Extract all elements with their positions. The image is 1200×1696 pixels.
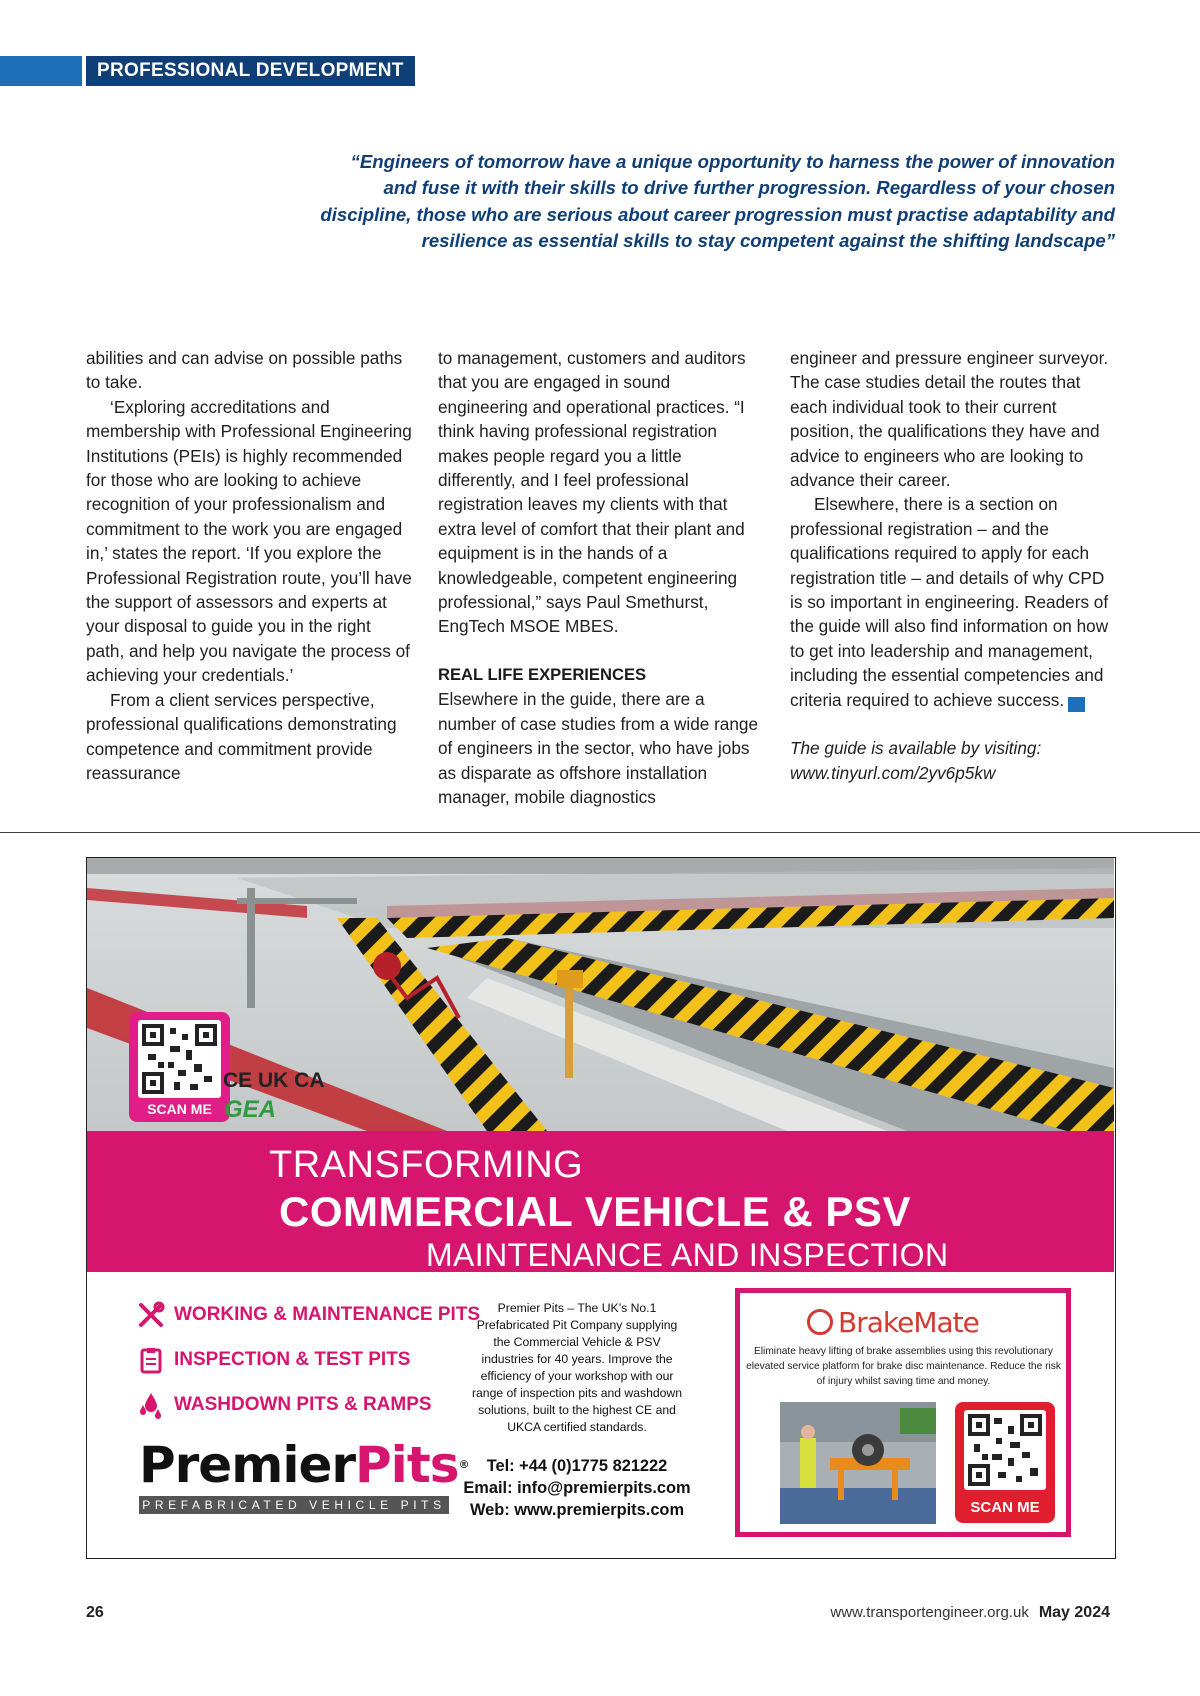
website-link[interactable]: Web: www.premierpits.com (469, 1501, 685, 1519)
email-address[interactable]: Email: info@premierpits.com (463, 1479, 691, 1497)
logo-tagline: PREFABRICATED VEHICLE PITS (139, 1496, 449, 1514)
article-column-2 (438, 346, 764, 809)
services-list (137, 1304, 480, 1439)
service-label: INSPECTION & TEST PITS (174, 1349, 411, 1370)
brakemate-description: Eliminate heavy lifting of brake assemblies using this revolutionary elevated service platform for brake disc maintenance. Reduce the risk of injury whilst saving time and money. (746, 1346, 1061, 1387)
qr-code (964, 1410, 1046, 1490)
registered-mark: ® (458, 1458, 469, 1471)
service-item (137, 1304, 480, 1326)
gea-logo: GEA (224, 1096, 277, 1123)
footer-website[interactable]: www.transportengineer.org.uk (830, 1604, 1029, 1621)
logo-word-premier: Premier (139, 1436, 356, 1494)
page-divider (0, 832, 1200, 833)
scan-me-label: SCAN ME (147, 1101, 212, 1117)
paragraph: to management, customers and auditors that you are engaged in sound engineering and operational practices. “I think having professional registration makes people regard you a little differently, and I feel professional registration leaves my clients with that extra level of comfort that their plant and equipment is in the hands of a knowledgeable, competent engineering professional,” says Paul Smethurst, EngTech MSOE MBES. (438, 348, 746, 637)
logo-wordmark (139, 1436, 469, 1494)
workshop-photo (87, 858, 1114, 1131)
logo-word-pits: Pits (355, 1436, 459, 1494)
pull-quote (250, 149, 1115, 254)
pull-quote-line: resilience as essential skills to stay competent against the shifting landscape” (421, 229, 1115, 251)
brakemate-scan-me-qr[interactable] (955, 1402, 1055, 1523)
advert-banner (87, 1131, 1114, 1272)
scan-me-label: SCAN ME (970, 1499, 1040, 1516)
pull-quote-line: “Engineers of tomorrow have a unique opportunity to harness the power of innovation (350, 151, 1115, 172)
article-column-3 (790, 346, 1116, 785)
paragraph: From a client services perspective, professional qualifications demonstrating competence and commitment provide reassurance (86, 689, 397, 783)
ce-ukca-mark: CE UK CA (223, 1069, 325, 1092)
company-blurb: Premier Pits – The UK’s No.1 Prefabricated Pit Company supplying the Commercial Vehicle & PSV industries for 40 years. Improve the efficiency of your workshop with our range of inspection pits and washdown solutions, built to the highest CE and UKCA certified standards. (471, 1301, 683, 1434)
clipboard-icon (137, 1346, 165, 1374)
paragraph-text: Elsewhere, there is a section on professional registration – and the qualifications required to apply for each registration title – and details of why CPD is so important in engineering. Readers of the guide will also find information on how to get into leadership and management, including the essential competencies and criteria required to achieve success. (790, 494, 1109, 710)
service-label: WASHDOWN PITS & RAMPS (174, 1394, 432, 1415)
footer-info (830, 1603, 1110, 1623)
service-item (137, 1349, 480, 1371)
closing-note-text: The guide is available by visiting: (790, 738, 1042, 759)
brakemate-panel (735, 1288, 1071, 1537)
closing-note (790, 736, 1116, 785)
qr-pattern (964, 1410, 1046, 1490)
pull-quote-line: discipline, those who are serious about career progression must practise adaptability and (320, 203, 1115, 225)
wrench-screwdriver-icon (137, 1301, 165, 1329)
paragraph: ‘Exploring accreditations and membership with Professional Engineering Institutions (PEIs) is highly recommended for those who are looking to achieve recognition of your professionalism and commitment to the work you are engaged in,’ states the report. ‘If you explore the Professional Registration route, you’ll have the support of assessors and experts at your disposal to guide you in the right path, and help you navigate the process of achieving your credentials.’ (86, 396, 412, 686)
qr-code (138, 1020, 221, 1098)
page-number: 26 (86, 1604, 104, 1621)
scan-me-qr-badge[interactable] (129, 1012, 230, 1122)
banner-line-2: COMMERCIAL VEHICLE & PSV (279, 1188, 911, 1235)
banner-line-3: MAINTENANCE AND INSPECTION (426, 1237, 949, 1273)
issue-date: May 2024 (1038, 1604, 1110, 1621)
paragraph: Elsewhere in the guide, there are a number of case studies from a wide range of engineers in the sector, who have jobs as disparate as offshore installation manager, mobile diagnostics (438, 689, 759, 807)
brakemate-photo (780, 1402, 936, 1524)
banner-line-1: TRANSFORMING (269, 1144, 584, 1186)
paragraph: engineer and pressure engineer surveyor. The case studies detail the routes that each individual took to their current position, the qualifications they have and advice to engineers who are looking to advance their career. (790, 348, 1109, 491)
phone-number[interactable]: Tel: +44 (0)1775 821222 (486, 1457, 668, 1475)
te-end-logo: TE (1068, 697, 1085, 712)
section-color-strip (0, 56, 82, 86)
section-label: PROFESSIONAL DEVELOPMENT (86, 56, 415, 86)
premier-pits-advert (86, 857, 1116, 1559)
brakemate-wordmark: BrakeMate (838, 1306, 979, 1339)
guide-link[interactable]: www.tinyurl.com/2yv6p5kw (790, 762, 996, 783)
brakemate-emblem-icon (807, 1309, 833, 1335)
brakemate-logo (807, 1307, 1007, 1339)
brakemate-platform-illustration (780, 1402, 936, 1524)
water-drops-icon (137, 1391, 165, 1419)
qr-pattern (138, 1020, 221, 1098)
premier-pits-logo (139, 1436, 469, 1514)
service-item (137, 1394, 480, 1416)
contact-details (457, 1455, 697, 1521)
pull-quote-line: and fuse it with their skills to drive further progression. Regardless of your chosen (383, 177, 1115, 199)
subheading: REAL LIFE EXPERIENCES (438, 664, 647, 684)
paragraph: abilities and can advise on possible paths to take. (86, 348, 403, 393)
service-label: WORKING & MAINTENANCE PITS (174, 1304, 481, 1325)
article-column-1 (86, 346, 412, 785)
paragraph (790, 492, 1116, 712)
